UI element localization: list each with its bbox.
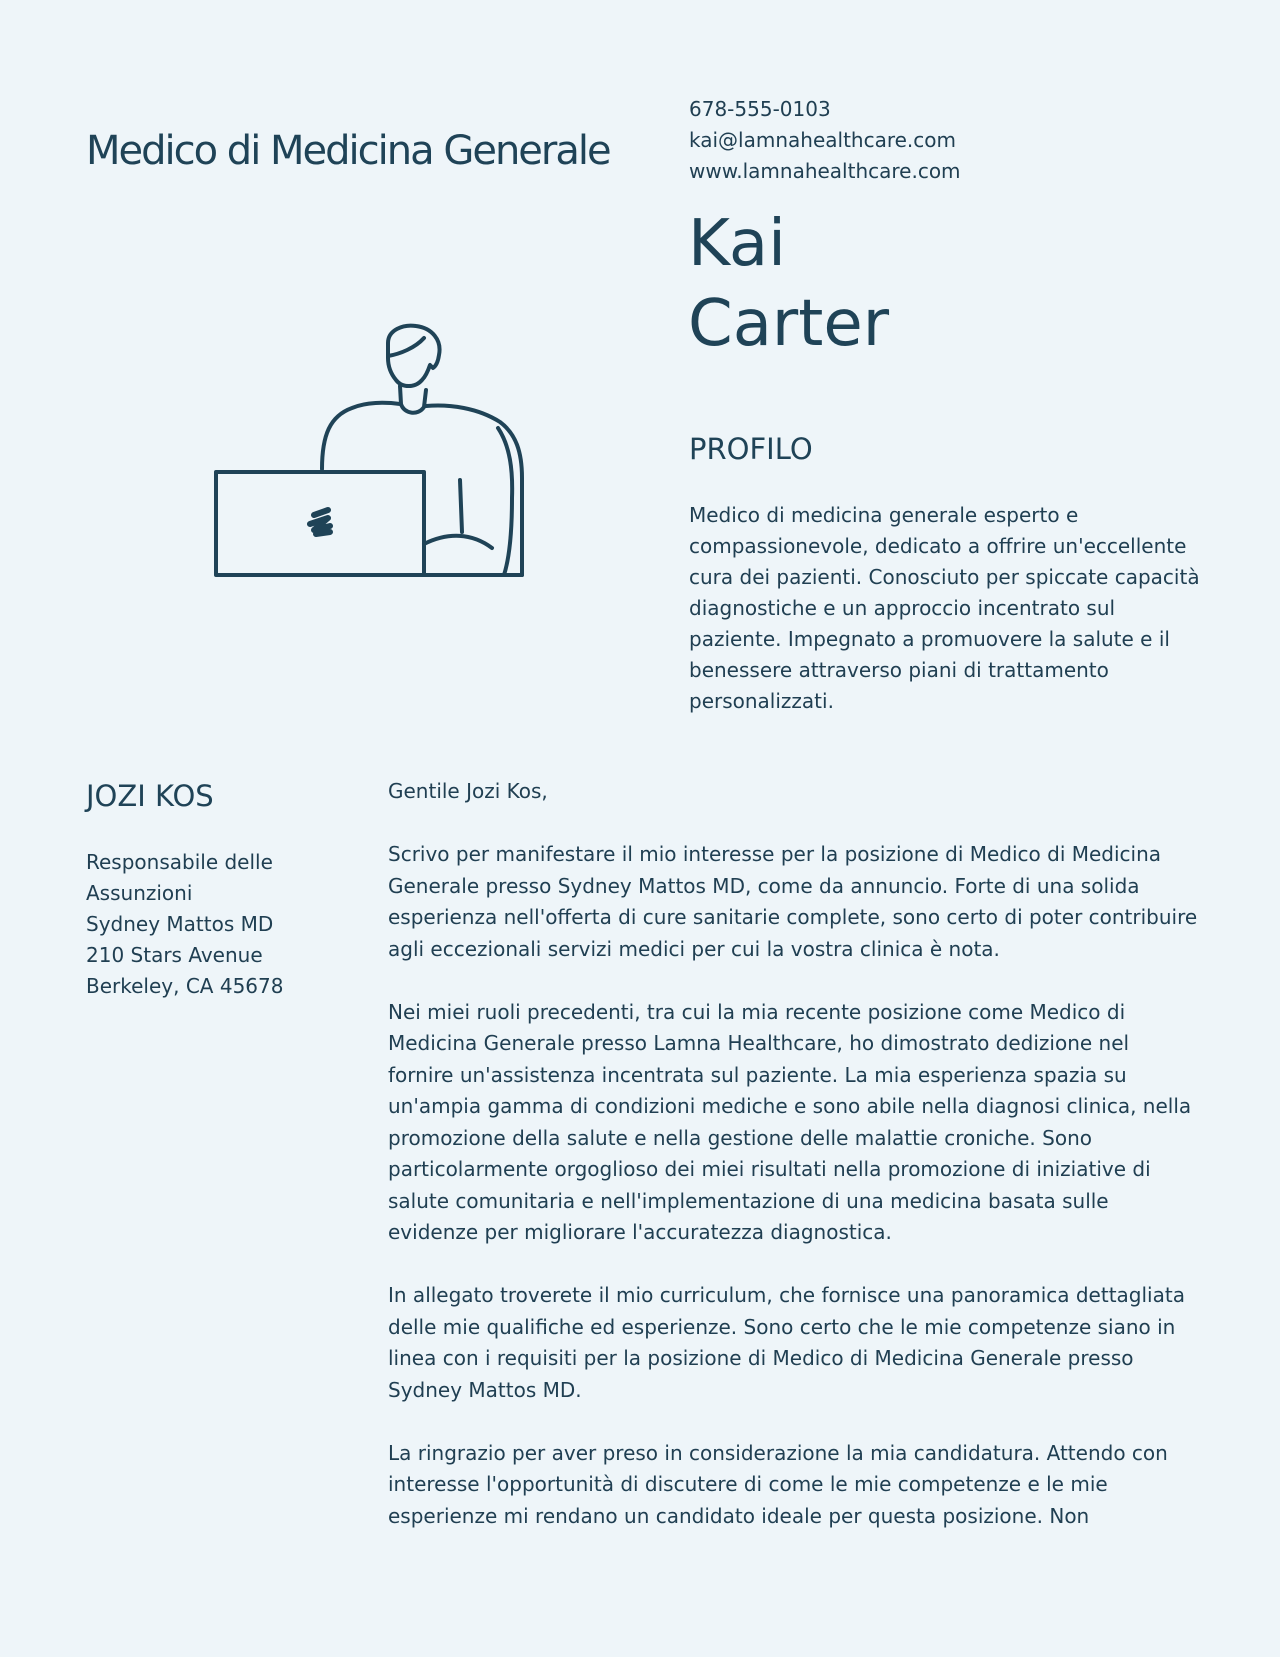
recipient-title-line: Responsabile delle: [86, 850, 273, 874]
letter-paragraph: La ringrazio per aver preso in considerazione la mia candidatura. Attendo con interesse l'opportunità di discutere di come le mie competenze e le mie esperienze mi rendano un candidato ideale per questa posizione. Non: [388, 1440, 1168, 1528]
recipient-city: Berkeley, CA 45678: [86, 974, 284, 998]
recipient-name: JOZI KOS: [86, 779, 214, 813]
recipient-company: Sydney Mattos MD: [86, 912, 274, 936]
person-at-laptop-icon: [210, 320, 550, 590]
applicant-first-name: Kai: [688, 207, 786, 281]
profile-text: Medico di medicina generale esperto e compassionevole, dedicato a offrire un'eccellente cura dei pazienti. Conosciuto per spiccate capacità diagnostiche e un approccio incentrato sul paziente. Impegnato a promuovere la salute e il benessere attraverso piani di trattamento personalizzati.: [689, 503, 1200, 713]
applicant-name: [688, 204, 889, 364]
recipient-address: [86, 847, 283, 1002]
letter-body: [388, 776, 1200, 1564]
applicant-last-name: Carter: [688, 287, 889, 361]
job-title: Medico di Medicina Generale: [86, 128, 610, 174]
recipient-title-line: Assunzioni: [86, 881, 193, 905]
contact-website[interactable]: www.lamnahealthcare.com: [689, 159, 961, 183]
contact-email[interactable]: kai@lamnahealthcare.com: [689, 128, 956, 152]
contact-info: [689, 94, 961, 187]
letter-greeting: Gentile Jozi Kos,: [388, 779, 548, 803]
contact-phone: 678-555-0103: [689, 97, 831, 121]
profile-heading: PROFILO: [689, 432, 813, 466]
letter-paragraph: Scrivo per manifestare il mio interesse per la posizione di Medico di Medicina Generale presso Sydney Mattos MD, come da annuncio. Forte di una solida esperienza nell'offerta di cure sanitarie complete, sono certo di poter contribuire agli eccezionali servizi medici per cui la vostra clinica è nota.: [388, 842, 1198, 961]
letter-paragraph: In allegato troverete il mio curriculum, che fornisce una panoramica dettagliata delle mie qualifiche ed esperienze. Sono certo che le mie competenze siano in linea con i requisiti per la posizione di Medico di Medicina Generale presso Sydney Mattos MD.: [388, 1283, 1185, 1402]
letter-paragraph: Nei miei ruoli precedenti, tra cui la mia recente posizione come Medico di Medicina Generale presso Lamna Healthcare, ho dimostrato dedizione nel fornire un'assistenza incentrata sul paziente. La mia esperienza spazia su un'ampia gamma di condizioni mediche e sono abile nella diagnosi clinica, nella promozione della salute e nella gestione delle malattie croniche. Sono particolarmente orgoglioso dei miei risultati nella promozione di iniziative di salute comunitaria e nell'implementazione di una medicina basata sulle evidenze per migliorare l'accuratezza diagnostica.: [388, 999, 1192, 1244]
recipient-street: 210 Stars Avenue: [86, 943, 263, 967]
